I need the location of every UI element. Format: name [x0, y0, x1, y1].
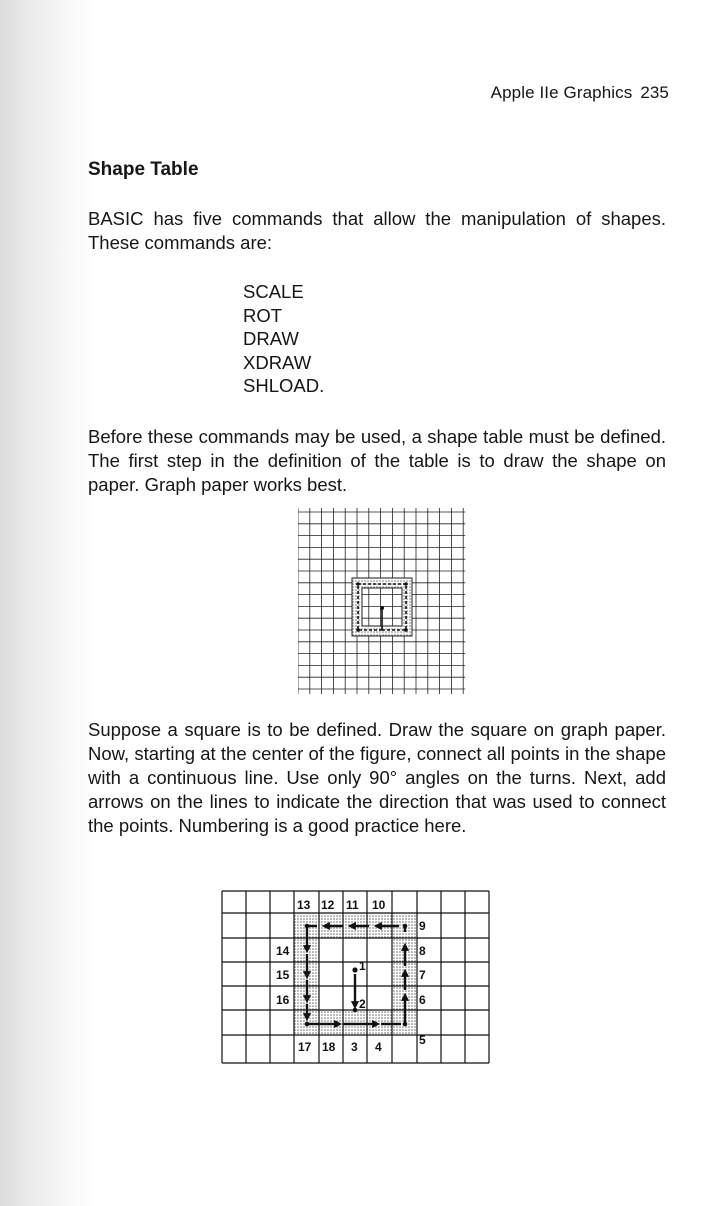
header-title: Apple IIe Graphics — [490, 83, 633, 102]
step-label: 4 — [375, 1040, 382, 1054]
shape-table-paragraph: Before these commands may be used, a shape table must be defined. The first step in the definition of the table is to draw the shape on paper. Graph paper works best. — [88, 426, 666, 495]
step-label: 13 — [297, 898, 311, 912]
page-edge-shadow — [0, 0, 95, 1206]
graph-paper-figure — [298, 508, 466, 698]
section-title: Shape Table — [88, 159, 199, 180]
graph-grid — [298, 508, 465, 694]
step-label: 9 — [419, 919, 426, 933]
running-header — [491, 83, 669, 103]
step-label: 16 — [276, 993, 290, 1007]
numbered-square-figure — [219, 888, 491, 1068]
command-item: XDRAW — [243, 351, 312, 373]
command-item: SCALE — [243, 281, 304, 302]
define-square-paragraph: Suppose a square is to be defined. Draw the square on graph paper. Now, starting at the center of the figure, connect all points in the shape with a continuous line. Use only 90° angles on the turns. Next, add arrows on the lines to indicate the direction that was used to connect the points. Numbering is a good practice here. — [88, 719, 666, 836]
command-item: ROT — [243, 304, 283, 326]
command-list — [243, 280, 324, 398]
step-label: 3 — [351, 1040, 358, 1054]
page-number: 235 — [640, 83, 669, 102]
command-item: DRAW — [243, 328, 299, 349]
command-item: SHLOAD. — [243, 375, 325, 396]
step-label: 15 — [276, 968, 290, 982]
intro-paragraph: BASIC has five commands that allow the manipulation of shapes. These commands are: — [88, 208, 666, 253]
step-label: 11 — [346, 898, 359, 912]
step-label: 10 — [372, 898, 386, 912]
step-label: 12 — [321, 898, 335, 912]
step-label: 18 — [322, 1040, 336, 1054]
step-label: 7 — [419, 968, 426, 982]
step-label: 5 — [419, 1033, 426, 1047]
step-label: 8 — [419, 944, 426, 958]
step-label: 17 — [298, 1040, 312, 1054]
step-label: 2 — [359, 997, 366, 1011]
step-label: 14 — [276, 944, 290, 958]
step-label: 6 — [419, 993, 426, 1007]
step-label: 1 — [359, 959, 366, 973]
